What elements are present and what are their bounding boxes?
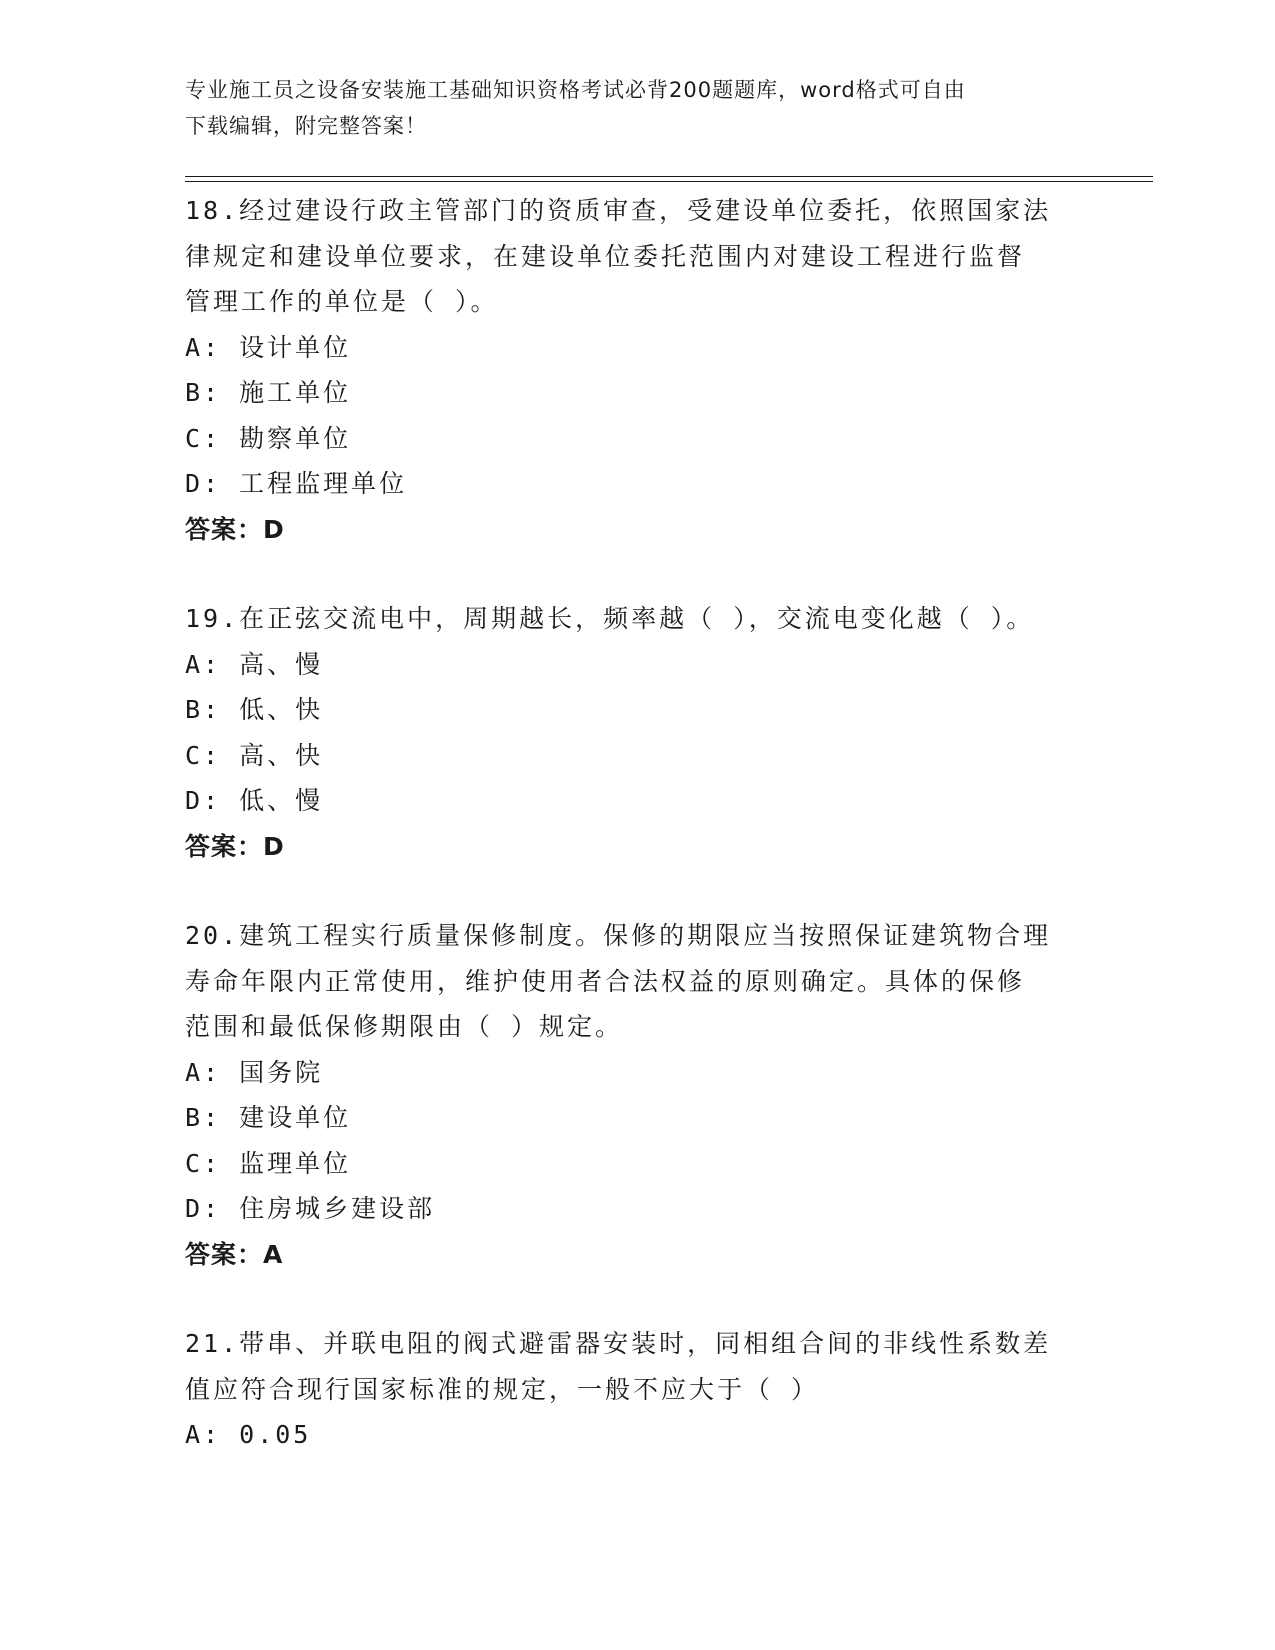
question-stem-line: 值应符合现行国家标准的规定，一般不应大于（ ） [185,1374,820,1404]
option-d: D: 工程监理单位 [185,469,408,498]
header-divider-bottom [185,181,1153,182]
question-list [185,188,1085,1458]
option-c: C: 高、快 [185,740,324,770]
header-line-1: 专业施工员之设备安装施工基础知识资格考试必背200题题库，word格式可自由 [185,78,966,102]
question-stem-line: 19.在正弦交流电中，周期越长，频率越（ ），交流电变化越（ ）。 [185,604,1035,633]
option-a: A: 设计单位 [185,332,352,362]
question-stem-line: 管理工作的单位是（ ）。 [185,287,499,316]
option-a: A: 0.05 [185,1420,312,1449]
question-18 [185,188,1085,552]
option-d: D: 低、慢 [185,786,324,815]
option-b: B: 建设单位 [185,1103,352,1132]
header-line-2: 下载编辑，附完整答案！ [185,114,427,138]
question-20 [185,913,1085,1277]
question-stem-line: 律规定和建设单位要求，在建设单位委托范围内对建设工程进行监督 [185,241,1026,271]
answer-label: 答案：D [185,514,285,544]
option-d: D: 住房城乡建设部 [185,1194,436,1223]
question-stem-line: 寿命年限内正常使用，维护使用者合法权益的原则确定。具体的保修 [185,966,1026,996]
option-a: A: 高、慢 [185,649,324,679]
option-a: A: 国务院 [185,1057,324,1087]
question-stem-line: 20.建筑工程实行质量保修制度。保修的期限应当按照保证建筑物合理 [185,921,1052,950]
option-c: C: 监理单位 [185,1148,352,1178]
document-header [185,72,1065,144]
answer-label: 答案：A [185,1239,284,1269]
question-stem-line: 21.带串、并联电阻的阀式避雷器安装时，同相组合间的非线性系数差 [185,1329,1052,1358]
question-stem-line: 18.经过建设行政主管部门的资质审查，受建设单位委托，依照国家法 [185,196,1052,225]
question-stem-line: 范围和最低保修期限由（ ）规定。 [185,1012,624,1041]
header-divider-top [185,176,1153,177]
option-c: C: 勘察单位 [185,423,352,453]
answer-label: 答案：D [185,831,285,861]
option-b: B: 低、快 [185,695,324,724]
question-21 [185,1321,1085,1458]
option-b: B: 施工单位 [185,378,352,407]
question-19 [185,596,1085,869]
